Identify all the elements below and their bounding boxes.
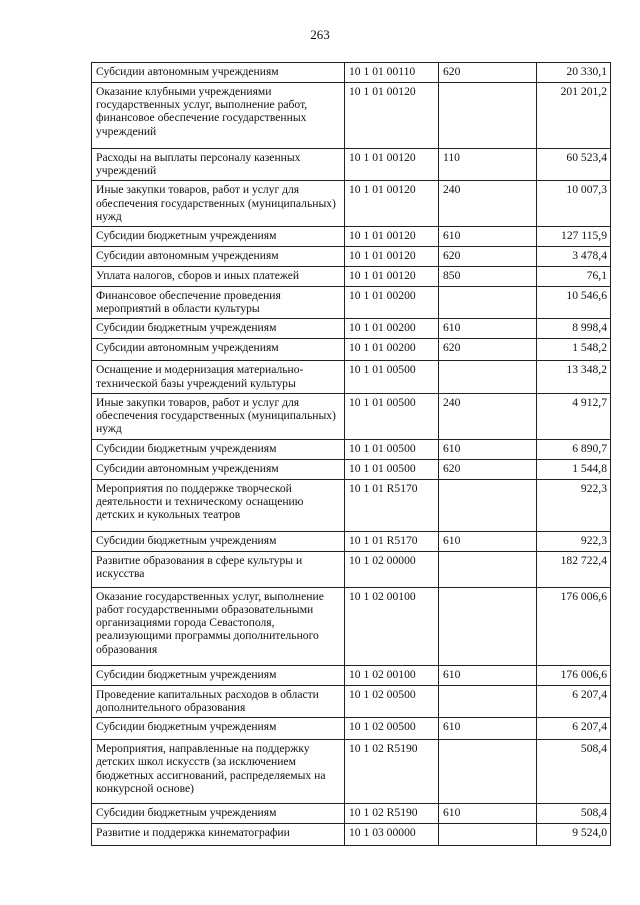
cell-sum: 922,3 (537, 479, 611, 531)
table-row (92, 479, 611, 531)
table-row (92, 267, 611, 287)
cell-type (439, 740, 537, 804)
cell-type (439, 287, 537, 319)
cell-name: Субсидии бюджетным учреждениям (92, 718, 345, 740)
cell-type: 110 (439, 149, 537, 181)
cell-code: 10 1 01 00500 (345, 439, 439, 459)
cell-name: Оказание клубными учреждениями государственных услуг, выполнение работ, финансовое обеспечение государственных учреждений (92, 83, 345, 149)
cell-type: 610 (439, 665, 537, 685)
table-row (92, 804, 611, 824)
cell-sum: 201 201,2 (537, 83, 611, 149)
cell-type: 620 (439, 459, 537, 479)
cell-type: 610 (439, 718, 537, 740)
cell-type: 620 (439, 339, 537, 361)
cell-name: Финансовое обеспечение проведения мероприятий в области культуры (92, 287, 345, 319)
cell-code: 10 1 02 R5190 (345, 740, 439, 804)
cell-name: Субсидии бюджетным учреждениям (92, 439, 345, 459)
cell-name: Мероприятия, направленные на поддержку детских школ искусств (за исключением бюджетных ассигнований, распределяемых на конкурсной основе) (92, 740, 345, 804)
cell-code: 10 1 01 00120 (345, 227, 439, 247)
cell-name: Субсидии автономным учреждениям (92, 247, 345, 267)
table-row (92, 361, 611, 393)
table-row (92, 227, 611, 247)
cell-sum: 20 330,1 (537, 63, 611, 83)
table-row (92, 459, 611, 479)
cell-type: 610 (439, 439, 537, 459)
cell-sum: 10 007,3 (537, 181, 611, 227)
cell-code: 10 1 01 00500 (345, 393, 439, 439)
cell-sum: 127 115,9 (537, 227, 611, 247)
cell-code: 10 1 01 R5170 (345, 531, 439, 551)
cell-type (439, 551, 537, 587)
cell-type: 620 (439, 63, 537, 83)
cell-code: 10 1 02 R5190 (345, 804, 439, 824)
table-row (92, 181, 611, 227)
page-number: 263 (310, 27, 330, 42)
cell-type: 620 (439, 247, 537, 267)
cell-code: 10 1 01 00120 (345, 181, 439, 227)
cell-name: Субсидии автономным учреждениям (92, 63, 345, 83)
cell-type (439, 685, 537, 717)
table-row (92, 531, 611, 551)
table-row (92, 824, 611, 846)
table-row (92, 740, 611, 804)
cell-name: Уплата налогов, сборов и иных платежей (92, 267, 345, 287)
cell-sum: 13 348,2 (537, 361, 611, 393)
cell-type: 240 (439, 393, 537, 439)
cell-code: 10 1 01 00500 (345, 459, 439, 479)
table-row (92, 439, 611, 459)
cell-type: 850 (439, 267, 537, 287)
cell-type (439, 361, 537, 393)
table-row (92, 587, 611, 665)
table-row (92, 718, 611, 740)
table-row (92, 339, 611, 361)
cell-code: 10 1 02 00500 (345, 685, 439, 717)
table-row (92, 685, 611, 717)
budget-table-body (92, 63, 611, 846)
cell-sum: 8 998,4 (537, 319, 611, 339)
cell-type (439, 587, 537, 665)
cell-sum: 3 478,4 (537, 247, 611, 267)
cell-type: 610 (439, 804, 537, 824)
cell-code: 10 1 02 00500 (345, 718, 439, 740)
cell-type (439, 824, 537, 846)
table-row (92, 63, 611, 83)
cell-code: 10 1 01 00200 (345, 339, 439, 361)
cell-code: 10 1 02 00100 (345, 665, 439, 685)
cell-name: Развитие образования в сфере культуры и искусства (92, 551, 345, 587)
cell-name: Оказание государственных услуг, выполнение работ государственными образовательными организациями города Севастополя, реализующими программы дополнительного образования (92, 587, 345, 665)
cell-code: 10 1 03 00000 (345, 824, 439, 846)
cell-sum: 182 722,4 (537, 551, 611, 587)
cell-sum: 9 524,0 (537, 824, 611, 846)
cell-code: 10 1 01 00200 (345, 287, 439, 319)
cell-name: Расходы на выплаты персоналу казенных учреждений (92, 149, 345, 181)
cell-sum: 76,1 (537, 267, 611, 287)
cell-type (439, 479, 537, 531)
cell-code: 10 1 01 00120 (345, 149, 439, 181)
cell-code: 10 1 02 00000 (345, 551, 439, 587)
cell-name: Субсидии бюджетным учреждениям (92, 227, 345, 247)
cell-sum: 176 006,6 (537, 665, 611, 685)
cell-sum: 176 006,6 (537, 587, 611, 665)
cell-code: 10 1 01 R5170 (345, 479, 439, 531)
cell-sum: 60 523,4 (537, 149, 611, 181)
cell-name: Оснащение и модернизация материально-технической базы учреждений культуры (92, 361, 345, 393)
cell-sum: 1 548,2 (537, 339, 611, 361)
cell-sum: 922,3 (537, 531, 611, 551)
cell-sum: 508,4 (537, 804, 611, 824)
cell-code: 10 1 02 00100 (345, 587, 439, 665)
cell-name: Субсидии автономным учреждениям (92, 339, 345, 361)
cell-name: Иные закупки товаров, работ и услуг для обеспечения государственных (муниципальных) нужд (92, 181, 345, 227)
budget-table (91, 62, 611, 846)
cell-type: 610 (439, 319, 537, 339)
table-row (92, 149, 611, 181)
cell-type: 240 (439, 181, 537, 227)
cell-code: 10 1 01 00110 (345, 63, 439, 83)
cell-name: Развитие и поддержка кинематографии (92, 824, 345, 846)
cell-name: Субсидии бюджетным учреждениям (92, 531, 345, 551)
cell-name: Проведение капитальных расходов в области дополнительного образования (92, 685, 345, 717)
cell-code: 10 1 01 00200 (345, 319, 439, 339)
table-row (92, 393, 611, 439)
cell-name: Субсидии бюджетным учреждениям (92, 319, 345, 339)
table-row (92, 319, 611, 339)
cell-sum: 508,4 (537, 740, 611, 804)
cell-type: 610 (439, 227, 537, 247)
cell-sum: 6 207,4 (537, 685, 611, 717)
cell-name: Субсидии бюджетным учреждениям (92, 804, 345, 824)
table-row (92, 665, 611, 685)
cell-sum: 4 912,7 (537, 393, 611, 439)
cell-code: 10 1 01 00500 (345, 361, 439, 393)
table-row (92, 83, 611, 149)
cell-name: Субсидии автономным учреждениям (92, 459, 345, 479)
cell-sum: 6 890,7 (537, 439, 611, 459)
cell-name: Субсидии бюджетным учреждениям (92, 665, 345, 685)
table-row (92, 551, 611, 587)
cell-name: Мероприятия по поддержке творческой деятельности и техническому оснащению детских и кукольных театров (92, 479, 345, 531)
cell-code: 10 1 01 00120 (345, 267, 439, 287)
cell-sum: 10 546,6 (537, 287, 611, 319)
table-row (92, 287, 611, 319)
cell-code: 10 1 01 00120 (345, 83, 439, 149)
table-row (92, 247, 611, 267)
cell-name: Иные закупки товаров, работ и услуг для обеспечения государственных (муниципальных) нужд (92, 393, 345, 439)
cell-code: 10 1 01 00120 (345, 247, 439, 267)
cell-type (439, 83, 537, 149)
cell-type: 610 (439, 531, 537, 551)
cell-sum: 6 207,4 (537, 718, 611, 740)
cell-sum: 1 544,8 (537, 459, 611, 479)
